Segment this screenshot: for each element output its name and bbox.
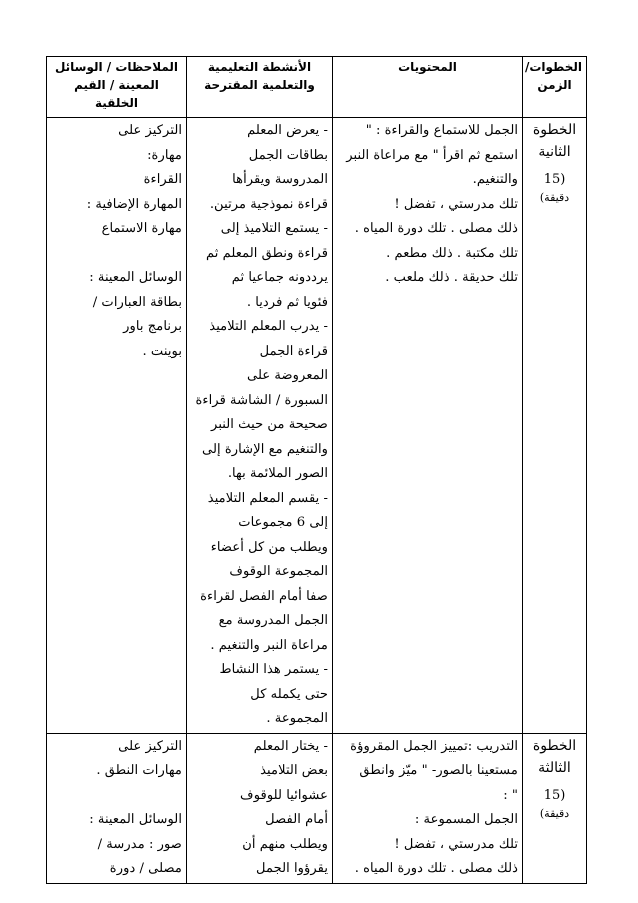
cell-line: عشوائيا للوقوف xyxy=(240,787,328,803)
step-label: الخطوة الثالثة xyxy=(532,737,577,776)
step-cell xyxy=(523,733,587,883)
table-row xyxy=(47,118,587,734)
cell-line: الوسائل المعينة : xyxy=(89,812,182,827)
cell-line: يقرؤوا الجمل xyxy=(255,861,328,876)
cell-line: بعض التلاميذ xyxy=(260,763,328,778)
header-row xyxy=(47,57,587,118)
cell-line: المعروضة على xyxy=(247,368,328,383)
step-time: (15 xyxy=(543,172,566,187)
cell-line: " : xyxy=(503,787,518,803)
lesson-plan-table xyxy=(46,56,587,884)
cell-line: مهارات النطق . xyxy=(96,763,182,778)
cell-line: صور : مدرسة / xyxy=(97,836,182,852)
step-unit: دقيقة) xyxy=(539,191,570,204)
cell-line: التدريب :تمييز الجمل المقروؤة xyxy=(350,738,518,754)
header-contents: المحتويات xyxy=(333,57,523,118)
cell-line: مصلى / دورة xyxy=(109,861,182,876)
cell-line: قراءة الجمل xyxy=(259,343,328,359)
cell-line: - يقسم المعلم التلاميذ xyxy=(207,490,328,506)
cell-line: القراءة xyxy=(143,172,182,187)
header-steps: الخطوات/ الزمن xyxy=(523,57,587,118)
cell-line: - يعرض المعلم xyxy=(247,123,328,138)
cell-line: بطاقة العبارات / xyxy=(92,294,182,310)
cell-line: ويطلب منهم أن xyxy=(242,836,328,852)
cell-line: الجمل المسموعة : xyxy=(414,812,518,827)
cell-line: أمام الفصل xyxy=(265,812,328,827)
cell-line: - يستمع التلاميذ إلى xyxy=(220,221,328,236)
table-row xyxy=(47,733,587,883)
header-notes: الملاحظات / الوسائل المعينة / القيم الخلقية xyxy=(47,57,187,118)
notes-cell xyxy=(47,733,187,883)
cell-line: تلك حديقة . ذلك ملعب . xyxy=(385,270,518,285)
cell-line: قراءة نموذجية مرتين. xyxy=(209,196,328,212)
cell-line: التركيز على xyxy=(118,123,182,138)
activities-cell xyxy=(187,118,333,734)
cell-line: استمع ثم اقرأ " مع مراعاة النبر xyxy=(346,147,518,163)
cell-line: المجموعة الوقوف xyxy=(229,564,328,579)
step-label: الخطوة الثانية xyxy=(532,122,577,160)
cell-line: مهارة: xyxy=(147,147,182,163)
cell-line: حتى يكمله كل xyxy=(250,686,328,702)
cell-line: فئويا ثم فرديا . xyxy=(246,294,328,310)
notes-cell xyxy=(47,118,187,734)
cell-line: بوينت . xyxy=(142,343,182,359)
cell-line: المجموعة . xyxy=(266,711,328,726)
cell-line: - يستمر هذا النشاط xyxy=(219,662,328,677)
cell-line: ذلك مصلى . تلك دورة المياه . xyxy=(354,221,518,236)
cell-line: المهارة الإضافية : xyxy=(86,196,182,212)
step-cell xyxy=(523,118,587,734)
cell-line: مهارة الاستماع xyxy=(101,221,182,236)
cell-line: الصور الملائمة بها. xyxy=(227,466,328,481)
cell-line: الجمل المدروسة مع xyxy=(218,613,328,628)
step-unit: دقيقة) xyxy=(539,806,570,820)
cell-line: تلك مدرستي ، تفضل ! xyxy=(394,196,518,212)
cell-line: السبورة / الشاشة قراءة xyxy=(195,392,328,408)
cell-line: ذلك مصلى . تلك دورة المياه . xyxy=(354,861,518,876)
cell-line: والتنغيم مع الإشارة إلى xyxy=(202,441,328,457)
contents-cell xyxy=(333,733,523,883)
activities-cell xyxy=(187,733,333,883)
cell-line: الوسائل المعينة : xyxy=(89,270,182,285)
cell-line: - يختار المعلم xyxy=(253,738,328,754)
header-activities: الأنشطة التعليمية والتعلمية المقترحة xyxy=(187,57,333,118)
step-time: (15 xyxy=(543,787,566,803)
cell-line: والتنغيم. xyxy=(472,172,518,187)
cell-line: إلى 6 مجموعات xyxy=(238,515,328,530)
cell-line: يرددونه جماعيا ثم xyxy=(231,270,328,285)
cell-line: برنامج باور xyxy=(123,319,182,334)
cell-line xyxy=(51,242,182,267)
cell-line: تلك مكتبة . ذلك مطعم . xyxy=(386,245,518,261)
contents-cell xyxy=(333,118,523,734)
cell-line: بطاقات الجمل xyxy=(248,147,328,163)
cell-line: قراءة ونطق المعلم ثم xyxy=(205,245,328,261)
cell-line xyxy=(51,784,182,809)
cell-line: ويطلب من كل أعضاء xyxy=(210,539,328,555)
cell-line: مراعاة النبر والتنغيم . xyxy=(210,637,328,653)
cell-line: التركيز على xyxy=(118,738,182,754)
cell-line: صحيحة من حيث النبر xyxy=(211,417,328,432)
cell-line: المدروسة ويقرأها xyxy=(232,172,328,187)
cell-line: مستعينا بالصور- " ميّز وانطق xyxy=(359,763,518,778)
cell-line: - يدرب المعلم التلاميذ xyxy=(209,319,328,334)
cell-line: الجمل للاستماع والقراءة : " xyxy=(365,123,518,138)
cell-line: تلك مدرستي ، تفضل ! xyxy=(394,836,518,852)
cell-line: صفا أمام الفصل لقراءة xyxy=(200,588,328,604)
